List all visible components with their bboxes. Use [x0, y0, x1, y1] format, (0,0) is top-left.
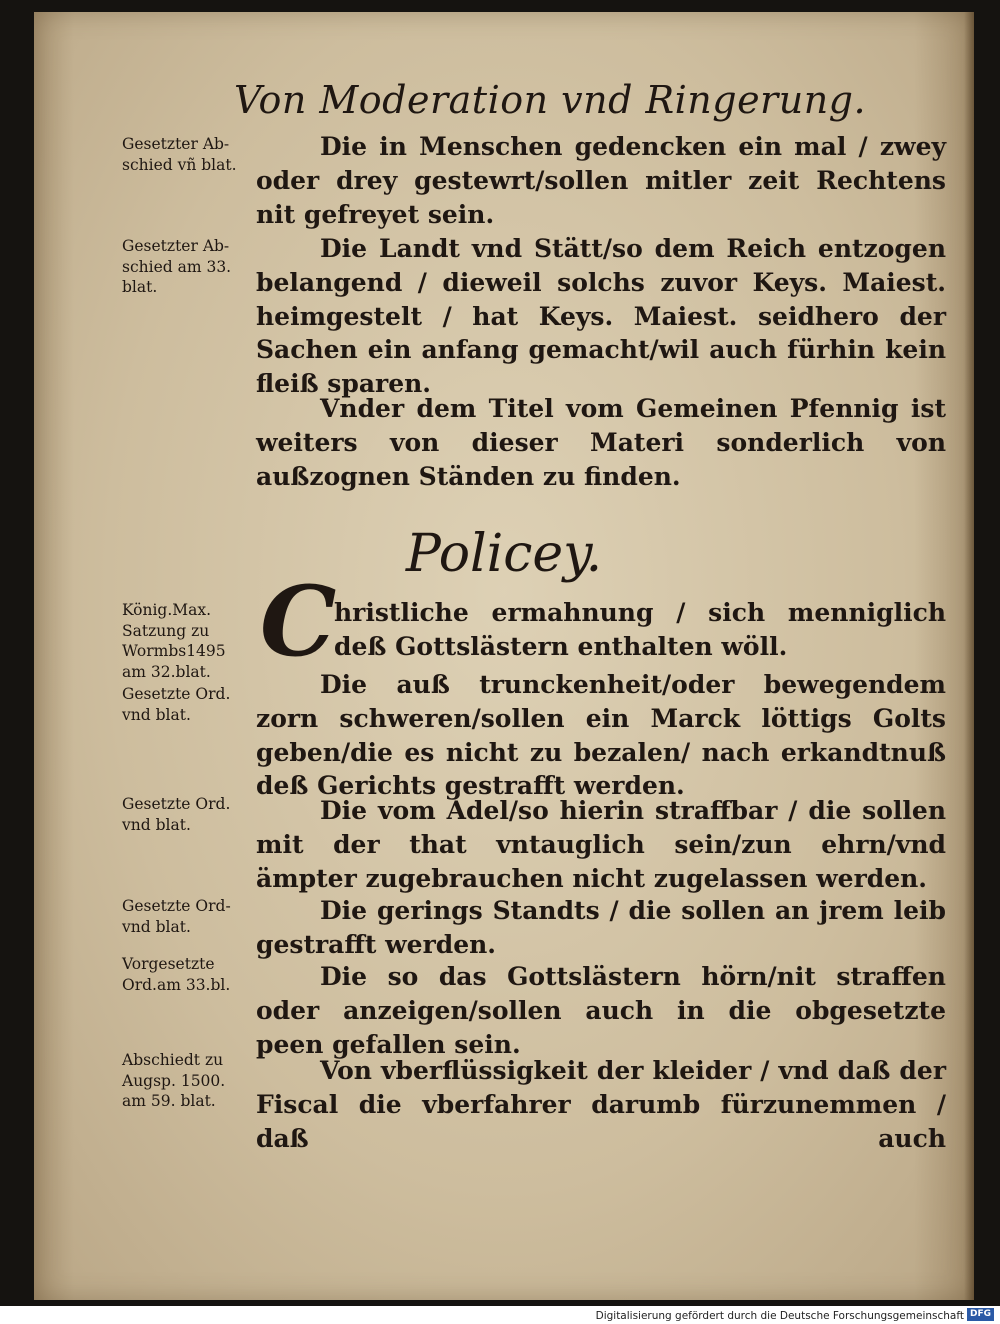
catchword: auch	[878, 1124, 946, 1153]
section-title: Policey.	[405, 524, 603, 584]
paragraph	[256, 232, 946, 401]
paragraph-text: Die auß trunckenheit/oder bewegendem zorn schweren/sollen ein Marck löttigs Golts geben/die es nicht zu bezalen/ nach erkandtnuß deß Gerichts gestrafft werden.	[256, 670, 946, 801]
margin-note: Gesetzter Ab- schied am 33. blat.	[122, 237, 232, 296]
paragraph-text: Die so das Gottslästern hörn/nit straffen oder anzeigen/sollen auch in die obgesetzte peen gefallen sein.	[256, 962, 946, 1059]
margin-note: Gesetzte Ord- vnd blat.	[122, 897, 231, 936]
paragraph	[256, 130, 946, 231]
margin-note: Vorgesetzte Ord.am 33.bl.	[122, 955, 231, 994]
paragraph	[256, 894, 946, 962]
margin-note: König.Max. Satzung zu Wormbs1495 am 32.blat.	[122, 601, 226, 681]
margin-note: Abschiedt zu Augsp. 1500. am 59. blat.	[122, 1051, 226, 1110]
margin-note: Gesetzte Ord. vnd blat.	[122, 685, 231, 724]
margin-note: Gesetzte Ord. vnd blat.	[122, 795, 231, 834]
paragraph	[256, 794, 946, 895]
paragraph	[256, 960, 946, 1061]
margin-note: Gesetzter Ab- schied vñ blat.	[122, 135, 237, 174]
paragraph-text: Die gerings Standts / die sollen an jrem leib gestrafft werden.	[256, 896, 946, 959]
dfg-logo-icon: DFG	[967, 1308, 994, 1321]
paragraph-text: Die Landt vnd Stätt/so dem Reich entzogen belangend / dieweil solchs zuvor Keys. Maiest. heimgestelt / hat Keys. Maiest. seidhero der Sachen ein anfang gemacht/wil auch fürhin kein fleiß sparen.	[256, 234, 946, 399]
paragraph	[256, 668, 946, 803]
funding-credit: Digitalisierung gefördert durch die Deutsche Forschungsgemeinschaft	[595, 1310, 964, 1322]
paragraph-text: Die vom Adel/so hierin straffbar / die sollen mit der that vntauglich sein/zun ehrn/vnd ämpter zugebrauchen nicht zugelassen werden.	[256, 796, 946, 893]
paragraph-text: Vnder dem Titel vom Gemeinen Pfennig ist weiters von dieser Materi sonderlich von außzognen Ständen zu finden.	[256, 394, 946, 491]
book-page	[34, 12, 974, 1300]
gutter-shadow	[964, 12, 974, 1300]
paragraph-text: Die in Menschen gedencken ein mal / zwey oder drey gestewrt/sollen mitler zeit Rechtens nit gefreyet sein.	[256, 132, 946, 229]
paragraph	[256, 392, 946, 493]
drop-cap: C	[260, 565, 337, 678]
paragraph: hristliche ermahnung / sich menniglich deß Gottslästern enthalten wöll.	[334, 598, 946, 661]
running-head: Von Moderation vnd Ringerung.	[234, 78, 867, 122]
paragraph-text: Von vberflüssigkeit der kleider / vnd daß der Fiscal die vberfahrer darumb fürzunemmen / daß	[256, 1056, 946, 1153]
